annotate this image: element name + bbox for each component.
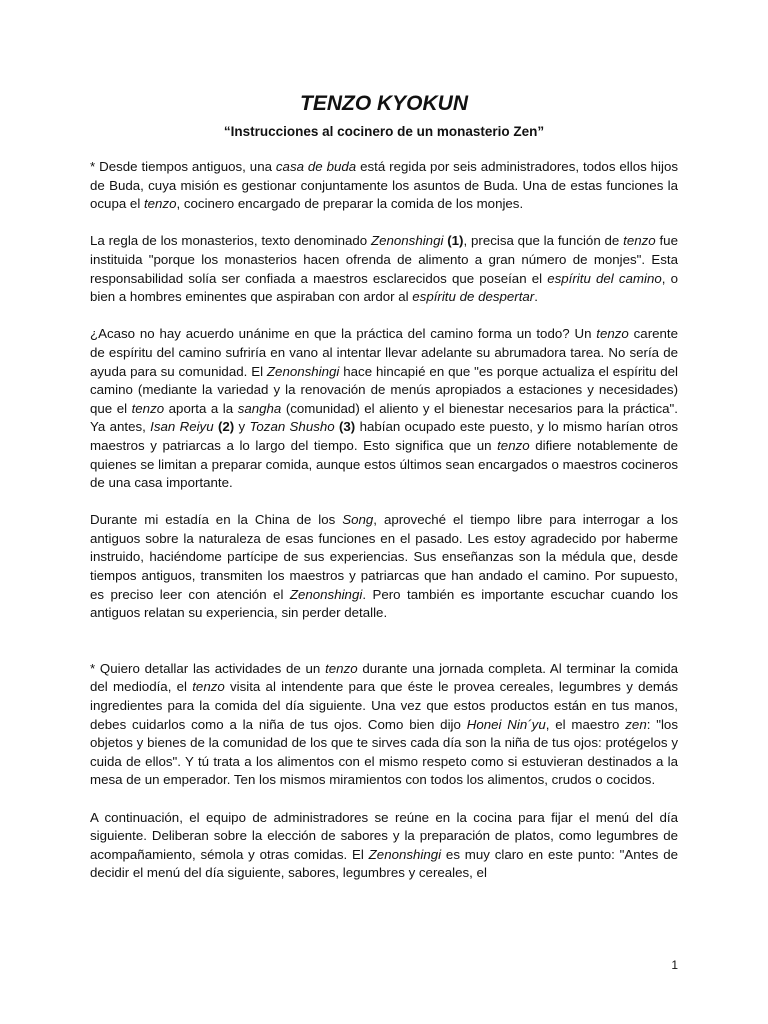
italic-run: espíritu de despertar [412,289,535,305]
italic-run: Honei Nin´yu [466,716,546,732]
document-body [90,158,678,902]
italic-run: Tozan Shusho [249,419,335,435]
italic-run: sangha [237,400,282,416]
italic-run: Song [342,512,374,528]
paragraph [90,232,678,306]
page-number: 1 [671,958,678,972]
text-run: carente de espíritu del camino sufriría en vano al intentar llevar adelante su abrumadora tarea. No sería de ayuda para su comunidad. El [90,326,679,379]
paragraph [90,511,678,623]
paragraph [90,325,678,492]
italic-run: Zenonshingi [370,233,444,249]
text-run: (comunidad) el aliento y el bienestar necesarios para la práctica". Ya antes, [90,400,678,435]
text-run: , aproveché el tiempo libre para interrogar a los antiguos sobre la naturaleza de esas funciones en el pasado. Les estoy agradecido por haberme instruido, haciéndome partícipe de sus experiencias. Sus enseñanzas son la médula que, desde tiempos antiguos, transmiten los maestros y patriarcas que han andado el camino. Por supuesto, es preciso leer con atención el [90,512,678,602]
document-title: TENZO KYOKUN [300,92,468,115]
text-run: : "los objetos y bienes de la comunidad de los que te sirves cada día son la niña de tus ojos: protégelos y cuida de ellos". Y tú trata a los alimentos con el mismo respeto como si estuvieran destinados a la mesa de un emperador. Ten los mismos miramientos con todos los alimentos, crudos o cocidos. [90,716,678,788]
text-run: durante una jornada completa. Al terminar la comida del mediodía, el [90,660,678,695]
text-run: es muy claro en este punto: "Antes de decidir el menú del día siguiente, sabores, legumbres y cereales, el [90,846,678,881]
text-run: . Pero también es importante escuchar cuando los antiguos relatan su experiencia, sin perder detalle. [90,586,679,621]
text-run: , precisa que la función de [463,233,624,249]
reference-number: (2) [217,419,235,435]
document-subtitle: “Instrucciones al cocinero de un monasterio Zen” [223,124,545,139]
text-run: hace hincapié en que "es porque actualiza el espíritu del camino (mediante la variedad y la renovación de menús apropiados a estaciones y necesidades) que el [90,363,678,416]
italic-run: Isan Reiyu [150,419,214,435]
text-run: * Desde tiempos antiguos, una [90,159,276,174]
text-run: A continuación, el equipo de administradores se reúne en la cocina para fijar el menú del día siguiente. Deliberan sobre la elección de sabores y la preparación de platos, como legumbres de acompañamiento, sémola y otras comidas. El [90,809,678,862]
italic-run: tenzo [131,400,165,416]
italic-run: zen [625,716,647,732]
text-run: , o bien a hombres eminentes que aspiraban con ardor al [90,270,678,305]
paragraph [90,158,678,214]
text-run: , el maestro [545,716,626,732]
italic-run: tenzo [325,660,358,676]
italic-run: tenzo [143,196,177,212]
text-run: visita al intendente para que éste le provea cereales, legumbres y demás ingredientes para la comida del día siguiente. Una vez que estos productos están en tus manos, debes cuidarlos como a la niña de tus ojos. Como bien dijo [90,679,678,732]
text-run: aporta a la [164,400,238,416]
paragraph [90,660,678,790]
italic-run: tenzo [623,233,656,249]
text-run: y [234,419,250,435]
text-run: habían ocupado este puesto, y lo mismo harían otros maestros y patriarcas a lo largo del tiempo. Esto significa que un [90,419,678,453]
text-run: La regla de los monasterios, texto denominado [90,233,371,249]
text-run: . [534,289,538,305]
italic-run: Zenonshingi [266,363,340,379]
paragraph [90,809,678,883]
text-run: ¿Acaso no hay acuerdo unánime en que la práctica del camino forma un todo? Un [90,326,597,342]
text-run: * Quiero detallar las actividades de un [90,660,326,676]
italic-run: espíritu del camino [547,270,662,286]
italic-run: tenzo [497,437,530,453]
text-run: difiere notablemente de quienes se limitan a preparar comida, aunque estos últimos sean encargados o maestros cocineros de una casa importante. [90,437,679,491]
text-run: fue instituida "porque los monasterios hacen ofrenda de alimento a gran número de monjes". Esta responsabilidad solía ser confiada a maestros esclarecidos que poseían el [90,233,678,286]
reference-number: (3) [338,419,356,435]
italic-run: casa de buda [275,159,357,174]
text-run: Durante mi estadía en la China de los [90,512,343,528]
text-run: está regida por seis administradores, todos ellos hijos de Buda, cuya misión es gestionar conjuntamente los asuntos de Buda. Una de estas funciones la ocupa el [90,159,678,212]
italic-run: tenzo [192,679,225,695]
text-run: , cocinero encargado de preparar la comida de los monjes. [176,196,524,212]
reference-number: (1) [447,233,464,249]
italic-run: tenzo [596,326,629,342]
italic-run: Zenonshingi [368,846,442,862]
italic-run: Zenonshingi [289,586,363,602]
